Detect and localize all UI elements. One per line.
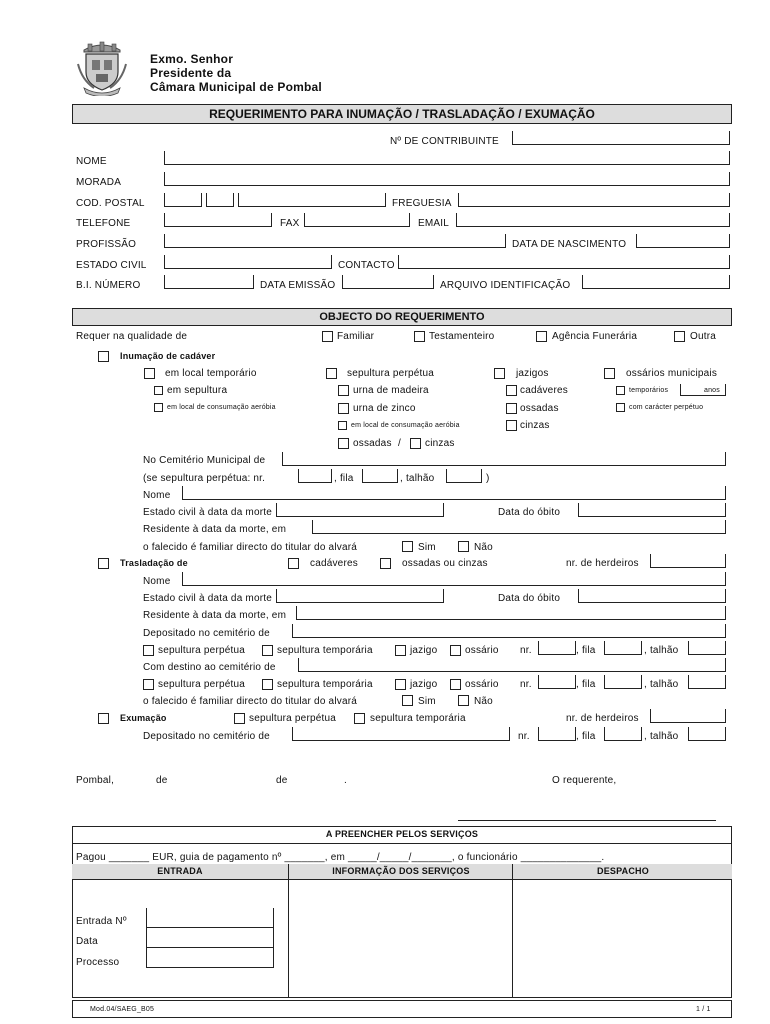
inumacao-nome-label: Nome	[143, 490, 171, 501]
freguesia-field[interactable]	[458, 193, 730, 207]
requerente-label: O requerente,	[552, 775, 617, 786]
col-divider-1	[288, 864, 289, 998]
destino-label: Com destino ao cemitério de	[143, 662, 276, 673]
dest-nr-field[interactable]	[538, 675, 576, 689]
cemiterio-field[interactable]	[282, 452, 726, 466]
exumacao-depositado-field[interactable]	[292, 727, 510, 741]
trasladacao-nome-label: Nome	[143, 576, 171, 587]
trasladacao-nome-field[interactable]	[182, 572, 726, 586]
orig-ossario-checkbox[interactable]	[450, 645, 461, 656]
bi-label: B.I. NÚMERO	[76, 280, 141, 291]
inumacao-nao-checkbox[interactable]	[458, 541, 469, 552]
informacao-area[interactable]	[290, 880, 512, 998]
local-consumacao-label: em local de consumação aeróbia	[167, 404, 276, 411]
cinzas-checkbox[interactable]	[410, 438, 421, 449]
inumacao-estado-civil-field[interactable]	[276, 503, 444, 517]
col-divider-2	[512, 864, 513, 998]
dest-ossario-checkbox[interactable]	[450, 679, 461, 690]
nome-label: NOME	[76, 156, 107, 167]
inumacao-nao-label: Não	[474, 542, 493, 553]
jazigo-cinzas-checkbox[interactable]	[506, 420, 517, 431]
exumacao-checkbox[interactable]	[98, 713, 109, 724]
exumacao-sep-perpetua-checkbox[interactable]	[234, 713, 245, 724]
trasladacao-estado-civil-field[interactable]	[276, 589, 444, 603]
familiar-checkbox[interactable]	[322, 331, 333, 342]
sepultura-perpetua-label: sepultura perpétua	[347, 368, 434, 379]
dest-ossario-label: ossário	[465, 679, 499, 690]
footer-box	[72, 1000, 732, 1018]
postal-code-part-1[interactable]	[164, 193, 202, 207]
contribuinte-field[interactable]	[512, 131, 730, 145]
dest-jazigo-label: jazigo	[410, 679, 438, 690]
orig-fila-label: , fila	[576, 645, 596, 656]
dest-fila-field[interactable]	[604, 675, 642, 689]
arquivo-label: ARQUIVO IDENTIFICAÇÃO	[440, 280, 571, 291]
exumacao-depositado-label: Depositado no cemitério de	[143, 731, 270, 742]
jazigo-ossadas-checkbox[interactable]	[506, 403, 517, 414]
talhao-label: , talhão	[400, 473, 435, 484]
trasladacao-residente-label: Residente à data da morte, em	[143, 610, 287, 621]
estado-civil-label: ESTADO CIVIL	[76, 260, 147, 271]
dest-nr-label: nr.	[520, 679, 532, 690]
informacao-header: INFORMAÇÃO DOS SERVIÇOS	[332, 866, 470, 876]
telefone-field[interactable]	[164, 213, 272, 227]
inumacao-data-obito-field[interactable]	[578, 503, 726, 517]
data-emissao-label: DATA EMISSÃO	[260, 280, 336, 291]
exumacao-sep-temporaria-checkbox[interactable]	[354, 713, 365, 724]
contacto-field[interactable]	[398, 255, 730, 269]
arquivo-field[interactable]	[582, 275, 730, 289]
contacto-label: CONTACTO	[338, 260, 395, 271]
exumacao-talhao-field[interactable]	[688, 727, 726, 741]
ossarios-label: ossários municipais	[626, 368, 718, 379]
trasladacao-familiar-label: o falecido é familiar directo do titular do alvará	[143, 696, 357, 707]
exumacao-sep-temporaria-label: sepultura temporária	[370, 713, 466, 724]
inumacao-estado-civil-label: Estado civil à data da morte	[143, 507, 272, 518]
trasladacao-data-obito-label: Data do óbito	[498, 593, 561, 604]
services-divider	[72, 843, 732, 844]
data-nascimento-label: DATA DE NASCIMENTO	[512, 239, 627, 250]
data-field[interactable]	[146, 928, 274, 948]
processo-field[interactable]	[146, 948, 274, 968]
jazigo-cadaveres-checkbox[interactable]	[506, 385, 517, 396]
exumacao-herdeiros-field[interactable]	[650, 709, 726, 723]
dest-sep-temporaria-checkbox[interactable]	[262, 679, 273, 690]
testamenteiro-checkbox[interactable]	[414, 331, 425, 342]
local-temporario-label: em local temporário	[165, 368, 257, 379]
postal-code-locality[interactable]	[238, 193, 386, 207]
inumacao-sim-checkbox[interactable]	[402, 541, 413, 552]
object-section-title: OBJECTO DO REQUERIMENTO	[72, 308, 732, 326]
date-period: .	[344, 775, 347, 786]
data-nascimento-field[interactable]	[636, 234, 730, 248]
exumacao-sep-perpetua-label: sepultura perpétua	[249, 713, 336, 724]
pagou-line: Pagou _______ EUR, guia de pagamento nº _______, em _____/_____/_______, o funcionário ______________.	[76, 852, 605, 863]
exumacao-fila-field[interactable]	[604, 727, 642, 741]
dest-sep-perpetua-checkbox[interactable]	[143, 679, 154, 690]
data-emissao-field[interactable]	[342, 275, 434, 289]
cemiterio-label: No Cemitério Municipal de	[143, 455, 266, 466]
em-sepultura-label: em sepultura	[167, 385, 228, 396]
despacho-header: DESPACHO	[597, 866, 649, 876]
jazigo-cadaveres-label: cadáveres	[520, 385, 568, 396]
orig-nr-label: nr.	[520, 645, 532, 656]
inumacao-familiar-label: o falecido é familiar directo do titular do alvará	[143, 542, 357, 553]
temporarios-label: temporários	[629, 387, 669, 394]
addressee-line-3: Câmara Municipal de Pombal	[150, 80, 322, 94]
email-field[interactable]	[456, 213, 730, 227]
sepultura-nr-field[interactable]	[298, 469, 332, 483]
urna-zinco-label: urna de zinco	[353, 403, 416, 414]
estado-civil-field[interactable]	[164, 255, 332, 269]
em-sepultura-checkbox[interactable]	[154, 386, 163, 395]
depositado-label: Depositado no cemitério de	[143, 628, 270, 639]
ossarios-checkbox[interactable]	[604, 368, 615, 379]
bi-field[interactable]	[164, 275, 254, 289]
fax-field[interactable]	[304, 213, 410, 227]
trasladacao-ossadas-label: ossadas ou cinzas	[402, 558, 488, 569]
date-de-1: de	[156, 775, 168, 786]
destino-field[interactable]	[298, 658, 726, 672]
local-consumacao-2-label: em local de consumação aeróbia	[351, 422, 460, 429]
orig-talhao-label: , talhão	[644, 645, 679, 656]
trasladacao-nao-checkbox[interactable]	[458, 695, 469, 706]
dest-fila-label: , fila	[576, 679, 596, 690]
dest-talhao-field[interactable]	[688, 675, 726, 689]
entrada-n-field[interactable]	[146, 908, 274, 928]
form-code: Mod.04/SAEG_B05	[90, 1006, 155, 1013]
perpetuo-label: com carácter perpétuo	[629, 404, 704, 411]
exumacao-nr-field[interactable]	[538, 727, 576, 741]
orig-sep-temporaria-checkbox[interactable]	[262, 645, 273, 656]
exumacao-talhao-label: , talhão	[644, 731, 679, 742]
pombal-label: Pombal,	[76, 775, 115, 786]
exumacao-label: Exumação	[120, 713, 167, 723]
inumacao-sim-label: Sim	[418, 542, 436, 553]
despacho-area[interactable]	[514, 880, 732, 998]
sepultura-perpetua-checkbox[interactable]	[326, 368, 337, 379]
trasladacao-cadaveres-label: cadáveres	[310, 558, 358, 569]
postal-code-part-2[interactable]	[206, 193, 234, 207]
inumacao-data-obito-label: Data do óbito	[498, 507, 561, 518]
contribuinte-label: Nº DE CONTRIBUINTE	[390, 136, 499, 147]
cod-postal-label: COD. POSTAL	[76, 198, 145, 209]
orig-sep-temporaria-label: sepultura temporária	[277, 645, 373, 656]
urna-madeira-checkbox[interactable]	[338, 385, 349, 396]
fax-label: FAX	[280, 218, 300, 229]
exumacao-nr-label: nr.	[518, 731, 530, 742]
inumacao-nome-field[interactable]	[182, 486, 726, 500]
municipality-crest	[76, 40, 128, 96]
orig-jazigo-label: jazigo	[410, 645, 438, 656]
entrada-header: ENTRADA	[157, 866, 203, 876]
form-title: REQUERIMENTO PARA INUMAÇÃO / TRASLADAÇÃO / EXUMAÇÃO	[72, 104, 732, 124]
testamenteiro-label: Testamenteiro	[429, 331, 495, 342]
trasladacao-nao-label: Não	[474, 696, 493, 707]
trasladacao-sim-label: Sim	[418, 696, 436, 707]
urna-madeira-label: urna de madeira	[353, 385, 429, 396]
freguesia-label: FREGUESIA	[392, 198, 452, 209]
entrada-n-label: Entrada Nº	[76, 916, 127, 927]
trasladacao-cadaveres-checkbox[interactable]	[288, 558, 299, 569]
se-sepultura-label: (se sepultura perpétua: nr.	[143, 473, 266, 484]
local-consumacao-2-checkbox[interactable]	[338, 421, 347, 430]
jazigo-ossadas-label: ossadas	[520, 403, 559, 414]
dest-jazigo-checkbox[interactable]	[395, 679, 406, 690]
requer-label: Requer na qualidade de	[76, 331, 188, 342]
signature-line[interactable]	[458, 820, 716, 821]
profissao-field[interactable]	[164, 234, 506, 248]
familiar-label: Familiar	[337, 331, 375, 342]
local-temporario-checkbox[interactable]	[144, 368, 155, 379]
jazigos-label: jazigos	[516, 368, 549, 379]
trasladacao-label: Trasladação de	[120, 558, 188, 568]
exumacao-fila-label: , fila	[576, 731, 596, 742]
data-label: Data	[76, 936, 98, 947]
agencia-checkbox[interactable]	[536, 331, 547, 342]
orig-jazigo-checkbox[interactable]	[395, 645, 406, 656]
inumacao-residente-field[interactable]	[312, 520, 726, 534]
jazigo-cinzas-label: cinzas	[520, 420, 550, 431]
profissao-label: PROFISSÃO	[76, 239, 137, 250]
morada-label: MORADA	[76, 177, 122, 188]
orig-fila-field[interactable]	[604, 641, 642, 655]
processo-label: Processo	[76, 957, 120, 968]
orig-nr-field[interactable]	[538, 641, 576, 655]
trasladacao-herdeiros-field[interactable]	[650, 554, 726, 568]
local-consumacao-checkbox[interactable]	[154, 403, 163, 412]
sepultura-talhao-field[interactable]	[446, 469, 482, 483]
addressee-line-1: Exmo. Senhor	[150, 52, 234, 66]
sepultura-fila-field[interactable]	[362, 469, 398, 483]
orig-sep-perpetua-checkbox[interactable]	[143, 645, 154, 656]
morada-field[interactable]	[164, 172, 730, 186]
anos-label: anos	[704, 387, 720, 394]
dest-talhao-label: , talhão	[644, 679, 679, 690]
date-de-2: de	[276, 775, 288, 786]
depositado-field[interactable]	[292, 624, 726, 638]
orig-ossario-label: ossário	[465, 645, 499, 656]
perpetuo-checkbox[interactable]	[616, 403, 625, 412]
trasladacao-sim-checkbox[interactable]	[402, 695, 413, 706]
dest-sep-temporaria-label: sepultura temporária	[277, 679, 373, 690]
ossadas-cinzas-separator: /	[398, 438, 401, 449]
addressee-line-2: Presidente da	[150, 66, 232, 80]
jazigos-checkbox[interactable]	[494, 368, 505, 379]
trasladacao-ossadas-checkbox[interactable]	[380, 558, 391, 569]
trasladacao-herdeiros-label: nr. de herdeiros	[566, 558, 639, 569]
urna-zinco-checkbox[interactable]	[338, 403, 349, 414]
agencia-label: Agência Funerária	[552, 331, 638, 342]
nome-field[interactable]	[164, 151, 730, 165]
inumacao-label: Inumação de cadáver	[120, 351, 216, 361]
outra-label: Outra	[690, 331, 717, 342]
orig-sep-perpetua-label: sepultura perpétua	[158, 645, 245, 656]
inumacao-checkbox[interactable]	[98, 351, 109, 362]
dest-sep-perpetua-label: sepultura perpétua	[158, 679, 245, 690]
services-title: A PREENCHER PELOS SERVIÇOS	[325, 829, 479, 839]
page-number: 1 / 1	[696, 1006, 711, 1013]
exumacao-herdeiros-label: nr. de herdeiros	[566, 713, 639, 724]
trasladacao-estado-civil-label: Estado civil à data da morte	[143, 593, 272, 604]
cinzas-label: cinzas	[425, 438, 455, 449]
orig-talhao-field[interactable]	[688, 641, 726, 655]
telefone-label: TELEFONE	[76, 218, 131, 229]
email-label: EMAIL	[418, 218, 450, 229]
inumacao-residente-label: Residente à data da morte, em	[143, 524, 287, 535]
ossadas-checkbox[interactable]	[338, 438, 349, 449]
trasladacao-data-obito-field[interactable]	[578, 589, 726, 603]
trasladacao-residente-field[interactable]	[296, 606, 726, 620]
trasladacao-checkbox[interactable]	[98, 558, 109, 569]
outra-checkbox[interactable]	[674, 331, 685, 342]
ossadas-label: ossadas	[353, 438, 392, 449]
close-paren: )	[486, 473, 490, 484]
temporarios-checkbox[interactable]	[616, 386, 625, 395]
fila-label: , fila	[334, 473, 354, 484]
